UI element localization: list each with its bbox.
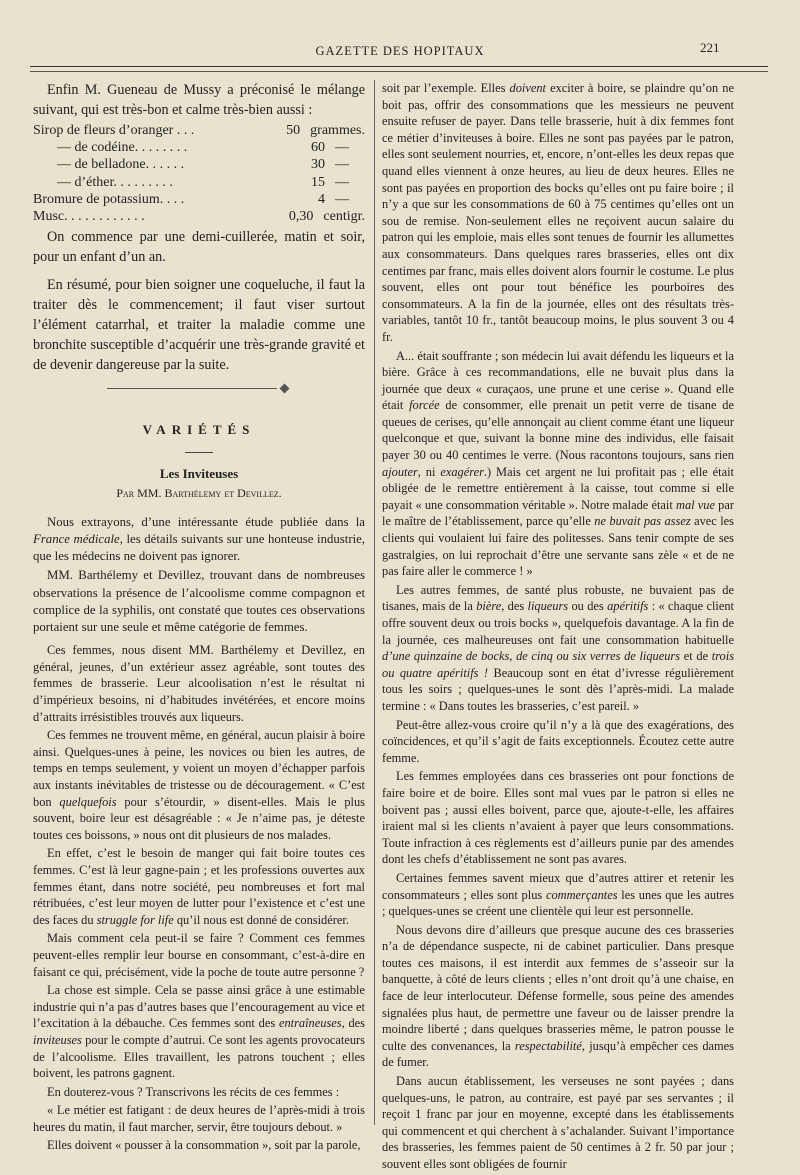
formula-row bbox=[33, 156, 365, 173]
column-separator bbox=[374, 80, 375, 1125]
intro-paragraph: Enfin M. Gueneau de Mussy a préconisé le mélange suivant, qui est très-bon et calme très-bien aussi : bbox=[33, 82, 365, 118]
paragraph-9: « Le métier est fatigant : de deux heures de l’après-midi à trois heures du matin, il faut marcher, servir, être toujours debout. » bbox=[33, 1103, 365, 1134]
formula-ingredient: Sirop de fleurs d’oranger . . . bbox=[33, 123, 195, 138]
formula-dose: 15 bbox=[311, 174, 325, 190]
left-column bbox=[33, 80, 365, 1156]
formula-unit: centigr. bbox=[323, 209, 365, 225]
formula-unit: grammes. bbox=[310, 123, 365, 138]
paragraph-10: Elles doivent « pousser à la consommation », soit par la parole, bbox=[47, 1138, 361, 1153]
title-rule bbox=[185, 452, 213, 453]
right-paragraph-6: Certaines femmes savent mieux que d’autres attirer et retenir les consommateurs ; elles sont plus commerçantes les unes que les autres ; quelques-unes se créent une clientèle qui leur est personnelle. bbox=[382, 870, 734, 919]
formula-ingredient: — de codéine. . . . . . . . bbox=[57, 140, 188, 156]
formula-row bbox=[33, 139, 365, 156]
right-paragraph-8: Dans aucun établissement, les verseuses ne sont payées ; dans quelques-uns, le patron, au contraire, est payé par ses servantes ; il reçoit 1 franc par jour en moyenne, excepté dans les établissements qui commencent et qui cherchent à s’achalander. Suivant l’importance des brasseries, les femmes paient de 50 centimes à 2 fr. 50 par jour ; souvent elles sont obligées de fournir bbox=[382, 1074, 734, 1171]
article-title: Les Inviteuses bbox=[159, 466, 239, 482]
header-rule-thin bbox=[30, 71, 768, 72]
paragraph-8: En douterez-vous ? Transcrivons les récits de ces femmes : bbox=[47, 1084, 340, 1099]
formula-ingredient: — d’éther. . . . . . . . . bbox=[57, 174, 173, 190]
journal-title: GAZETTE DES HOPITAUX bbox=[315, 44, 485, 58]
right-column bbox=[382, 80, 734, 1175]
summary-paragraph: En résumé, pour bien soigner une coqueluche, il faut la traiter dès le commencement; il faut viser surtout l’élément catarrhal, et traiter la maladie comme une bronchite susceptible d’acquérir une très-grande gravité et de devenir dangereuse par la suite. bbox=[33, 277, 365, 374]
formula-dose: 4 bbox=[318, 191, 325, 207]
formula-row bbox=[33, 208, 365, 225]
section-title: VARIÉTÉS bbox=[142, 422, 256, 438]
right-paragraph-7: Nous devons dire d’ailleurs que presque aucune des ces brasseries n’a de dépendance suspecte, ni de cabinet particulier. Dans presque toutes ces maisons, il est interdit aux femmes de s’asseoir sur la banquette, à côté de leurs clients ; elles n’ont droit qu’à une chaise, en face de leur interlocuteur. Défense formelle, sous peine des amendes signalées plus haut, de permettre une faveur ou de laisser prendre la moindre liberté ; dans quelques brasseries même, le patron pousse le culte des convenances, la respectabilité, jusqu’à empêcher ces dames de fumer. bbox=[382, 922, 734, 1070]
right-paragraph-3: Les autres femmes, de santé plus robuste, ne buvaient pas de tisanes, mais de la bière, des liqueurs ou des apéritifs : « chaque client offre souvent deux ou trois bocks », quelquefois davantage. A la fin de la journée, ces malheureuses ont fait une consommation habituelle d’une quinzaine de bocks, de cinq ou six verres de liqueurs et de trois ou quatre apéritifs ! Beaucoup sont en état d’ivresse régulièrement tous les soirs ; quelques-unes le sont dès l’après-midi. La malade termine : « Dans toutes les brasseries, c’est pareil. » bbox=[382, 582, 735, 713]
page-number: 221 bbox=[700, 40, 720, 55]
formula-row bbox=[33, 174, 365, 191]
paragraph-2: MM. Barthélemy et Devillez, trouvant dans de nombreuses observations la présence de l’alcoolisme comme compagnon et complice de la syphilis, ont constaté que toutes ces observations portaient sur une seule et même catégorie de femmes. bbox=[33, 568, 365, 635]
dosage-paragraph: On commence par une demi-cuillerée, matin et soir, pour un enfant d’un an. bbox=[33, 229, 365, 266]
right-paragraph-1: soit par l’exemple. Elles doivent exciter à boire, se plaindre qu’on ne boit pas, offrir des consommations que les messieurs ne peuvent ensuite refuser de payer. Dans telle brasserie, huit à dix femmes font ce métier d’inviteuses à boire. Elles ne sont pas payées par le patron, elles sont seulement nourries, et, encore, n’ont-elles les deux repas que quand elles viennent à onze heures, au lieu de deux heures. Elles ne sont pas payées en proportion des bocks qu’elles ont pu faire boire ; il n’y a que sur les consommations de 60 à 75 centimes qu’elles ont un sou de remise. Non-seulement elles ne reçoivent aucun salaire du patron qui les emploie, mais elles sont tenues de fournir les allumettes aux consommateurs. Dans quelques rares brasseries, elles ont dix centimes par franc, mais elles doivent alors fournir le costume. Le plus souvent, elles ont pour tout bénéfice les pourboires des consommateurs. A la fin de la journée, elles ont des résultats très-variables, tantôt 10 fr., tantôt beaucoup moins, le plus souvent 3 ou 4 fr. bbox=[382, 81, 734, 344]
paragraph-1: Nous extrayons, d’une intéressante étude publiée dans la France médicale, les détails suivants sur une honteuse industrie, que les médecins ne doivent pas ignorer. bbox=[33, 514, 366, 564]
right-paragraph-4: Peut-être allez-vous croire qu’il n’y a là que des exagérations, des coïncidences, et qu’il s’agit de faits exceptionnels. Écoutez cette autre femme. bbox=[382, 717, 734, 765]
paragraph-5: En effet, c’est le besoin de manger qui fait boire toutes ces femmes. C’est là leur gagne-pain ; et les professions ouvertes aux femmes étant, dans notre société, peu nombreuses et fort mal rétribuées, c’est leur moyen de lutter pour l’existence et c’est une des faces du struggle for life qu’il nous est donné de considérer. bbox=[33, 846, 365, 927]
formula-dose: 30 bbox=[311, 157, 325, 173]
formula-dose: 50 bbox=[286, 123, 301, 138]
article-byline: Par MM. Barthélemy et Devillez. bbox=[116, 485, 282, 500]
formula-dose: 0,30 bbox=[288, 209, 314, 225]
formula-ingredient: — de belladone. . . . . . bbox=[57, 157, 185, 173]
formula-unit: — bbox=[335, 140, 349, 156]
formula-unit: — bbox=[335, 157, 349, 173]
formula-row bbox=[33, 122, 365, 139]
right-paragraph-5: Les femmes employées dans ces brasseries ont pour fonctions de faire boire et de boire. Elles sont mal vues par le patron si elles ne boivent pas ; aussi elles boivent, parce que, ajoute-t-elle, les affaires iraient mal si les clients n’avaient à payer que leurs consommations. Toute infraction à ces règlements est d’ailleurs punie par des amendes dont les chefs d’établissement ne sont pas avares. bbox=[382, 769, 734, 867]
ornamental-divider bbox=[33, 377, 365, 399]
right-paragraph-2: A... était souffrante ; son médecin lui avait défendu les liqueurs et la bière. Grâce à ces recommandations, elle ne buvait plus dans la journée que deux « curaçaos, une prune et une cerise ». Quand elle était forcée de consommer, elle prenait un petit verre de tisane de queues de cerises, qu’elle annonçait au client comme étant une liqueur quelconque et que, suivant la bonne mine des individus, elle faisait payer 30 ou 40 centimes le verre. (Nous racontons toujours, sans rien ajouter, ni exagérer.) Mais cet argent ne lui profitait pas ; elle était obligée de le remettre entièrement à la caisse, tout comme si elle payait « une consommation véritable ». Notre malade était mal vue par le maître de l’établissement, parce qu’elle ne buvait pas assez avec les clients qui voulaient lui faire des politesses. Sans tenir compte de ses gastralgies, on lui reprochait d’être une servante sans zèle « et de ne pas faire aller le commerce ! » bbox=[382, 348, 735, 579]
formula-row bbox=[33, 191, 365, 208]
formula-ingredient: Bromure de potassium. . . . bbox=[33, 191, 185, 207]
header-rule-thick bbox=[30, 66, 768, 67]
formula-unit: — bbox=[335, 174, 349, 190]
paragraph-4: Ces femmes ne trouvent même, en général, aucun plaisir à boire ainsi. Quelques-unes à peine, les novices ou bien les autres, de temps en temps seulement, y voient un moyen d’échapper parfois aux instants inévitables de tristesse ou de découragement. « C’est bon quelquefois pour s’étourdir, » disent-elles. Mais le plus souvent, boire leur est désagréable : « Je n’aime pas, je déteste toutes ces boissons, » nous ont dit plusieurs de nos malades. bbox=[33, 728, 365, 842]
paragraph-3: Ces femmes, nous disent MM. Barthélemy et Devillez, en général, jeunes, d’un extérieur assez agréable, sont toutes des femmes de brasserie. Leur alcoolisation n’est le résultat ni d’impérieux besoins, ni d’habitudes invétérées, et encore moins d’attraits irrésistibles trouvés aux liqueurs. bbox=[33, 643, 365, 724]
paragraph-7: La chose est simple. Cela se passe ainsi grâce à une estimable industrie qui n’a pas d’autres bases que l’encouragement au vice et l’excitation à la débauche. Ces femmes sont des entraîneuses, des inviteuses pour le compte d’autrui. Ce sont les agents provocateurs de l’alcoolisme. Elles travaillent, les patrons touchent ; elles boivent, les patrons gagnent. bbox=[33, 983, 365, 1081]
formula-dose: 60 bbox=[311, 140, 325, 156]
formula-unit: — bbox=[335, 191, 349, 207]
formula-ingredient: Musc. . . . . . . . . . . . bbox=[33, 209, 145, 225]
paragraph-6: Mais comment cela peut-il se faire ? Comment ces femmes peuvent-elles remplir leur bourse en consommant, c’est-à-dire en faisant ce qui, précisément, vide la poche de toute autre personne ? bbox=[33, 931, 365, 979]
prescription-formula bbox=[33, 122, 365, 225]
